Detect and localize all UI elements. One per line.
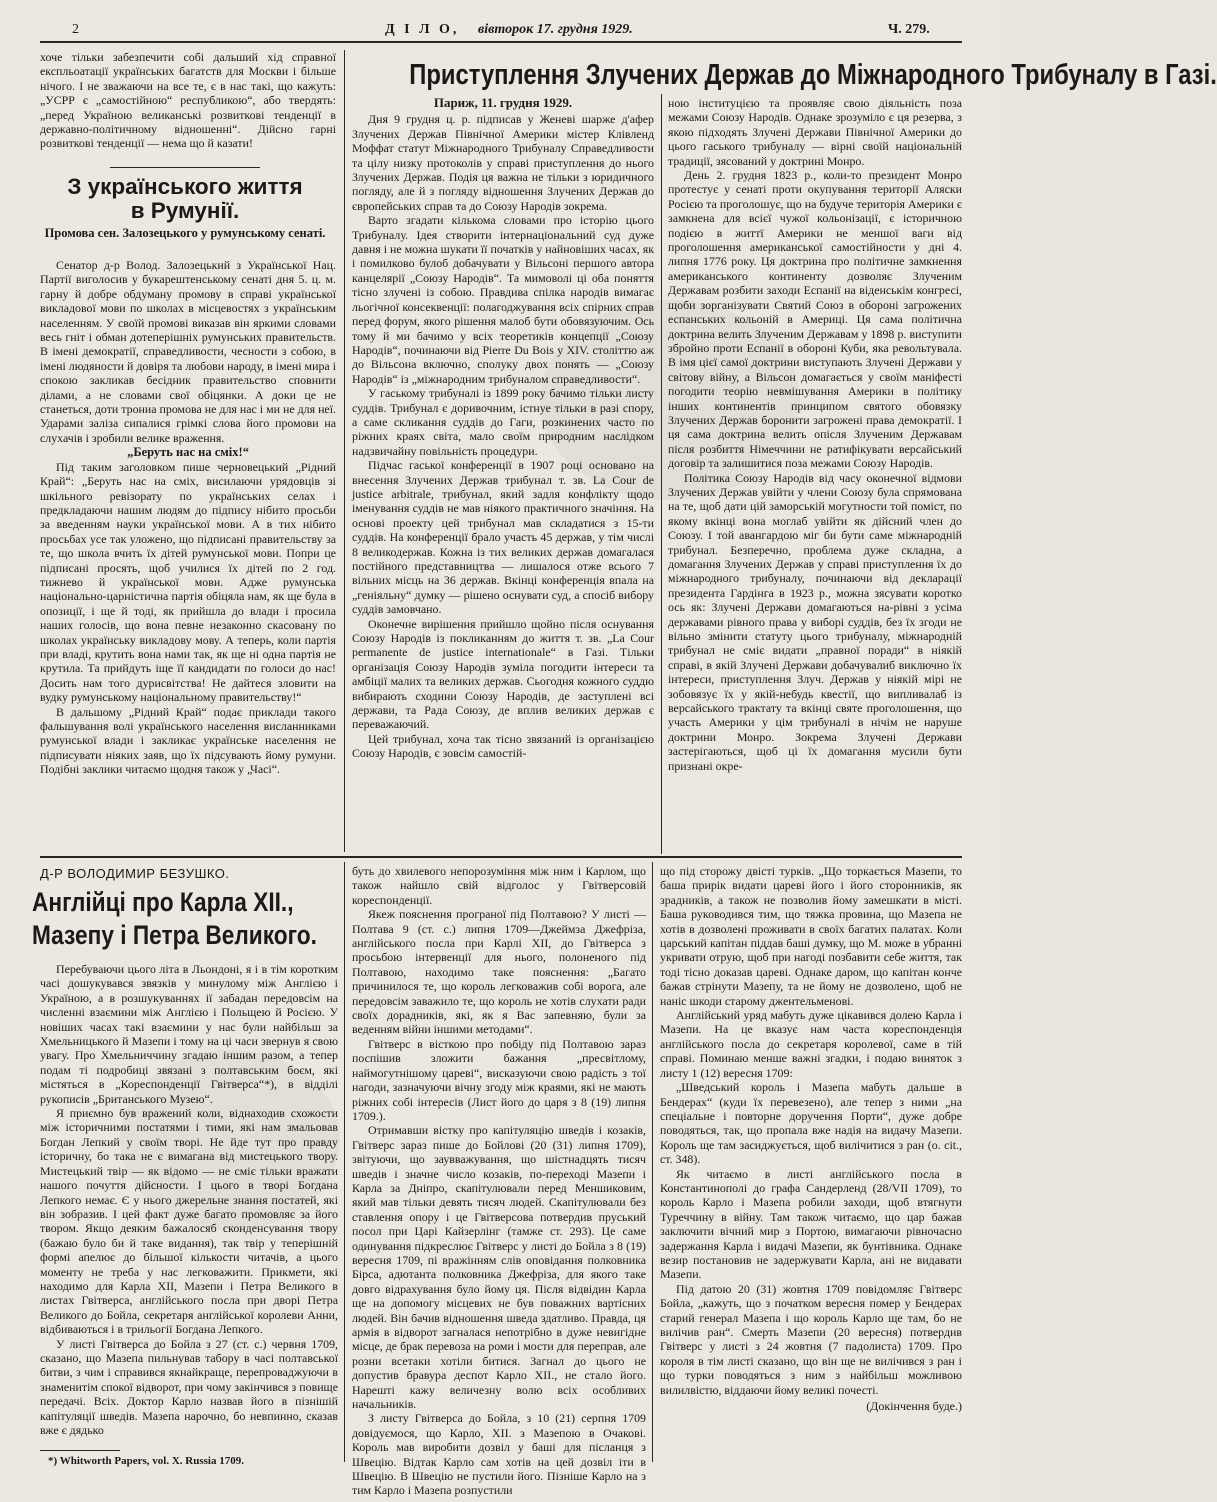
column-divider-2: [661, 94, 662, 854]
charles-headline: [32, 886, 317, 952]
hague-headline: Приступлення Злучених Держав до Міжнародного Трибуналу в Газі.: [409, 59, 1217, 91]
charles-paragraph: Якеж пояснення програної під Полтавою? У листі — Полтава 9 (ст. с.) липня 1709—Джеймза Джефріза, англійського посла при Карлі XII, до Гвітверса з просьбою інтервенції для нього, полоненого під Полтавою, находимо таке пояснення: „Багато причинилося те, що король легковажив собі ворога, але передовсім заважило те, що король не хотів слухати ради своїх дорадників, які, як я Вас запевняю, були за веденням війни іншими методами“.: [352, 907, 646, 1037]
charles-headline-line2: Мазепу і Петра Великого.: [32, 920, 317, 950]
hague-paragraph: Дня 9 грудня ц. р. підписав у Женеві шарже д'афер Злучених Держав Північної Америки містер Клівленд Моффат статут Міжнародного Трибуналу Справедливости та цілу низку протоколів у справі приступлення до нього Злучених Держав. Подія ця важна не тільки з юридичного погляду, але й з погляду відношення Злучених Держав до європейських справ та до Союзу Народів зокрема.: [352, 112, 654, 213]
hague-paragraph: Оконечне вирішення прийшло щойно після оснування Союзу Народів із покликанням до життя т. зв. „La Cour permanente de justice internationale“ в Газі. Тільки організація Союзу Народів зуміла погодити інтереси та амбіції малих та великих держав. Сьогодня кожного суддю вибирають сходини Союзу Народів, де заступлені всі держави, та Рада Союзу, де вплив великих держав є переважаючий.: [352, 616, 654, 732]
column-divider-4: [652, 862, 653, 1462]
romania-article-body: [40, 258, 336, 852]
romania-paragraph: Під таким заголовком пише черновецький „Рідний Край“: „Беруть нас на сміх, висилаючи урядовців зі шкільного ревізорату по українських селах і предкладаючи нашим людям до підпису нібито просьби за введенням науки української мови. А в тих нібито просьбах усе так уложено, що підписані правительству за те, що школа вчить їх дітей румунської мови. Попри це підписані просять, щоб училися їх дітей по 2 год. тижнево й української мови. Адже румунська національно-царністична партія обіцяла нам, як ще була в опозиції, і ще й тоді, як прийшла до влади і просила наших голосів, що вона певне незаконно скасовану по школах українську викладову мову. А теперь, коли партія при владі, крутить вона нами так, як ще ні одна партія не крутила. Та прийдуть іще її кандидати по голоси до нас! Досить нам того дурисвітства! Не дайтеся зловити на вудку румунському національному правительству!“: [40, 459, 336, 705]
hague-column-1: [352, 96, 654, 852]
charles-headline-line1: Англійці про Карла XII.,: [32, 887, 294, 917]
hague-paragraph: ною інституцією та проявляє свою діяльність поза межами Союзу Народів. Однаке зрозуміло є ця резерва, з якою підходять Злучені Держави Північної Америки до цього гаського трибуналу — вірні своїй національній традиції, зясований у доктрині Монро.: [668, 96, 962, 168]
continued-article-text: [40, 50, 336, 165]
charles-column-2: [352, 864, 646, 1498]
short-divider: [110, 167, 260, 168]
romania-subheadline: Промова сен. Залозецького у румунському сенаті.: [44, 226, 326, 240]
romania-subhead: „Беруть нас на сміх!“: [127, 445, 249, 460]
hague-paragraph: У гаському трибуналі із 1899 року бачимо тільки листу суддів. Трибунал є доривочним, істнуе тільки в разі спору, а саме скликання суддів до Гаги, розкинених часто по ріжних краях світа, мало своїм природним наслідком надзвичайну повільність процедури.: [352, 386, 654, 458]
header-rule: [40, 41, 962, 43]
section-rule: [40, 856, 962, 858]
romania-paragraph: В дальшому „Рідний Край“ подає приклади такого фальшування волі українського населення висланниками румунської влади і закликає українське населення не підписувати ніяких заяв, що їх підсувають йому румуни. Подібні заклики читаємо щодня також у „Часі“.: [40, 704, 336, 777]
article-author: Д-Р ВОЛОДИМИР БЕЗУШКО.: [40, 866, 230, 881]
charles-column-3: [660, 864, 962, 1464]
hague-paragraph: Підчас гаської конференції в 1907 році основано на внесення Злучених Держав трибунал т. зв. La Cour de justice arbitrale, трибунал, який задля конфлікту щодо іменування суддів не мав ніякого практичного значіння. На основі проекту цей трибунал мав складатися з 15-ти суддів. На конференції брало участь 45 держав, у тім числі 8 великодержав. Кожна із тих великих держав домагалася постійного представництва — лишалося отже всього 7 вільних місць на 36 держав. Вкінці конференція впала на „геніяльну“ думку — рішено оснувати суд, а спосіб вибору суддів замовчано.: [352, 458, 654, 617]
charles-paragraph: Під датою 20 (31) жовтня 1709 повідомляє Гвітверс Бойла, „кажуть, що з початком вересня помер у Бендерах старий генерал Мазепа і що король Карло ще там, бо не вилічив ран“. Смерть Мазепи (20 вересня) потвердив Гвітверс у листі з 24 жовтня (7 падолиста) 1709. Про короля в тім листі сказано, що він ще не вилічився з ран і що турки поводяться з ним з найбільш можливою вилилвістю, віддаючи йому великі почесті.: [660, 1281, 962, 1397]
hague-paragraph: Політика Союзу Народів від часу оконечної відмови Злучених Держав увійти у члени Союзу була спрямована на те, щоб дати цій заморській могутности той поміст, по якому вкінці вона моглаб увійти як дійсний член до Союзу. І той авангардою міг би бути саме міжнародній трибунал. Безперечно, проблема дуже складна, а домагання Злучених Держав у справі приступлення їх до міжнародного трибуналу, починаючи від декларації президента Гардінга в 1923 р., можна зясувати коротко ось як: Злучені Держави домагаються на-рівні з усіма державами рівного права у виборі суддів, без їх згоди не вільно змінити статуту цього трибуналу, міжнародній трибунал не сміє видати „правної поради“ в ніякій справі, в якій Злучені Держави добачувалиб виключно їх інтереси, приступлення Злуч. Держав у ніякій мірі не зобовязує їх у якій-небудь квестії, що випливалаб із версайського трактату та вкінці святе проголошення, що участь Америки у цім трибуналі в нічім не наруше доктрини Монро. Зокрема Злучені Держави застерігаються, щоб ці їх домагання мусили бути признані окре-: [668, 470, 962, 773]
charles-paragraph: Англійський уряд мабуть дуже цікавився долею Карла і Мазепи. На це вказує нам часта кореспонденція англійського посла до секретаря королевої, саме в тій справі. Поминаю менше важні згадки, і подаю виняток з листу 1 (12) вересня 1709:: [660, 1008, 962, 1080]
hague-paragraph: Цей трибунал, хоча так тісно звязаний із організацією Союзу Народів, є зовсім самостій-: [352, 731, 654, 761]
charles-paragraph: буть до хвилевого непорозуміння між ним і Карлом, що також найшло свій відголос у Гвітверсовій кореспонденції.: [352, 864, 646, 907]
charles-paragraph: Перебуваючи цього літа в Льондоні, я і в тім коротким часі дошукувався звязків у минулому між Англією і Україною, а в розшукуваннях ії забадан передовсім на численні взаємини між Англією і Польщею й Росією. У новіших часах такі взаємини у нас були найбільш за Хмельницького й Мазепи і тому на ці часи звернув я свою увагу. Про Хмельниччину згадаю іншим разом, а тепер подам ті подробиці звязані з полтавським боєм, які містяться в „Кореспонденції Гвітверса“*), в відділі рукописів „Британського Музею“.: [40, 962, 338, 1106]
charles-paragraph: Гвітверс в вісткою про побіду під Полтавою зараз поспішив зложити бажання „пресвітлому, наймогутнішому цареві“, висказуючи свою радість з тої нагоди, зазначуючи вічну згоду між краями, які не мають ріжних собі інтересів (Лист його до царя з 8 (19) липня 1709.).: [352, 1036, 646, 1123]
charles-paragraph: У листі Гвітверса до Бойла з 27 (ст. с.) червня 1709, сказано, що Мазепа пильнував табору в часі полтавської битви, з чим і справився якнайкраще, перепроваджуючи в знаменитім спокої відворот, при чому закінчився з повище передачі. Всіх. Доктор Карло назвав його в пізнішій капітуляції шведів. Мазепа нарочно, бо невпинно, сказав вже є дядько: [40, 1336, 338, 1437]
masthead: Д І Л О,: [385, 22, 460, 37]
charles-paragraph: Як читаємо в листі англійського посла в Константинополі до графа Сандерленд (28/VII 1709), то король Карло і Мазепа робили заходи, щоб втягнути Туреччину в війну. Там також читаємо, що цар бажав заключити вічний мир з Портою, вимагаючи рівночасно задержання Карла і видачі Мазепи, як бунтівника. Однаке везир постановив не задержувати Карла, ані не видавати Мазепи.: [660, 1166, 962, 1282]
column-divider-1: [344, 50, 345, 852]
romania-paragraph: Сенатор д-р Волод. Залозецький з Української Нац. Партії виголосив у букарештенському сенаті дня 5. ц. м. гарну й добре обдуману промову в справі української викладової мови по школах в місцевостях з українським населенням. У своїй промові виказав він яркими словами весь гніт і обман дотеперішніх румунських правительств. В імені демократії, справедливости, чесности з собою, в імені людяности й довіря та любови народу, в імені мира і спокою закликав бесідник правительство сповнити ділами, а не словами свої обіцянки. А доки це не станеться, доти трониа промова не для нас і ми не для неї. Ударами заліза сипалися грімкі слова його промови на слухачів і зробили велике враження.: [40, 258, 336, 445]
column-divider-3: [344, 862, 345, 1462]
charles-paragraph: З листу Гвітверса до Бойла, з 10 (21) серпня 1709 довідуємося, що Карло, XII. з Мазепою в Очакові. Король мав виробити дозвіл у баші для післанця з Швецію. Відтак Карло сам хотів на цей дозвіл іти в Швецію. В Швецію не пустили його. Пізніше Карло на з тим Карло і Мазепа розпустили: [352, 1411, 646, 1498]
romania-headline-line1: З українського життя: [67, 174, 303, 199]
footnote: *) Whitworth Papers, vol. X. Russia 1709.: [48, 1455, 244, 1467]
charles-paragraph: „Шведський король і Мазепа мабуть дальше в Бендерах“ (куди їх перевезено), але тепер з ними „на спеціальне і повторне доручення Порти“, дуже добре поводяться, так, що пропала вже надія на видачу Мазепи. Король ще там засиджується, щоб вилічитися з ран (о. cit., ст. 348).: [660, 1080, 962, 1167]
footnote-rule: [40, 1450, 120, 1451]
issue-number: Ч. 279.: [888, 22, 930, 37]
charles-paragraph: що під сторожу двісті турків. „Що торкається Мазепи, то баша прирік видати цареві його і його сторонників, як зрадників, а також не позволив йому замешкати в місті. Баша руководився тим, що тяжка провина, що Мазепа не хотів в дозволені проживати в своїх багатих палатах. Коли царський капітан піддав баші думку, що М. може в убранні укривати отрую, щоб при нагоді позбавити себе життя, так тоді тісно доказав цареві. Однаке даром, що капітан конче бажав стрінути Мазепу, та не йому не дозволено, щоб не наніс шкоди старому джентельменові.: [660, 864, 962, 1008]
romania-headline: [40, 175, 330, 223]
to-be-continued: (Докінчення буде.): [866, 1399, 962, 1414]
continued-paragraph: хоче тільки забезпечити собі дальший хід справної експльоатації українських багатств для Москви і більше нічого. І не зважаючи на все те, є в нас такі, що кажуть: „УСРР є „самостійною“ республикою“, або твердять: „перед Україною великанські розвиткові тенденції в державно-політичному відношенні“. Дійсно гарні розвиткові тенденції — нема що й казати!: [40, 50, 336, 151]
hague-paragraph: День 2. грудня 1823 р., коли-то президент Монро протестує у сенаті проти окупування території Аляски Росією та проголошує, що на будуче територія Америки є замкнена для всієї чужої кольонізації, є історичною подією в життї Америки не меншої ваги від проголошення американської самостійности у дні 4. липня 1776 року. Ця доктрина про політичне замкнення американського континенту дозволяє Злученим Державам розбити заходи Еспанії на віденськім конгресі, щоби зорганізувати Святий Союз в обороні загрожених еспанських кольоній в Америці. Ця сама політична доктрина велить Злученим Державам у 1898 р. виступити збройно проти Еспанії в обороні Куби, яка револьтувала. В імя цієї самої доктрини виступають Злучені Держави у світову війну, а Вільсон домагається у своїм маніфесті погодити теорію невмішування Америки в політику інших континентів принципом святого обовязку Злучених Держав боронити загрожені права демократії. І ця сама доктрина велить опісля Злученим Державам після розбиття Німеччини не ратифікувати версайський договір та залишитися поза межами Союзу Народів.: [668, 168, 962, 471]
charles-column-1: [40, 962, 338, 1450]
page-number: 2: [72, 22, 79, 37]
charles-paragraph: Отримавши вістку про капітуляцію шведів і козаків, Гвітверс зараз пише до Бойлові (20 (31) липня 1709), звітуючи, що заувважування, що шістнадцять тисяч шведів і значне число козаків, по-переході Мазепи і Карла за Дніпро, скапітулювали перед Меншиковим, який мав тільки девять тисяч людей. Скапітулювали без ставлення опору і це Гвітверсова потвердив пруський посол при Царі Кайзерлінг (тамже ст. 293). Це саме одинування підкреслює Гвітверс у листі до Бойла з 8 (19) вересня 1709, пі вражінням слів оповідання полковника Бірса, адютанта полковника Джефріза, для якого таке довго відрахування було йому ця. Після відвідин Карла ще на допомогу місцевих не був поважних вартісних людей. Він бачив відношення шведа здатливо. Правда, ця армія в відворот загналася непотрібно в дуже невигідне місце, де брак перевоза на роми і мости для переправ, але розни всетаки хотіли битися. Загнал до цього не допустив бравура деспот Карло XII., не стало його. Нарешті кажу величезну волю всіх особливих начальників.: [352, 1123, 646, 1412]
issue-date: вівторок 17. грудня 1929.: [478, 22, 633, 37]
charles-paragraph: Я приємно був вражений коли, віднаходив схожости між історичними постатями і тими, які нам змальовав Богдан Лепкий у своїм творі. Не йде тут про правду історичну, бо така не є вимагана від мистецького твору. Мистецький твір — як відомо — не сміє тільки вражати нашого почуття дійсности. І цього в творі Богдана Лепкого немає. Є у нього джерельне знання постатей, які він зобразив. І цей факт дуже багато промовляє за його твором. Якщо деяким бажалосяб сконденсування твору (бажаю було би й таке видання), так твір у теперішній формі апелює до більшої кількости читачів, а цього моменту не треба у нас легковажити. Прикмети, які находимо для Карла XII, Мазепи і Петра Великого в листах Гвітверса, англійського посла при дворі Петра Великого до Бойла, секретаря англійської королеви Анни, відбиваються і в трильогії Богдана Лепкого.: [40, 1106, 338, 1337]
hague-paragraph: Варто згадати кількома словами про історію цього Трибуналу. Ідея створити інтернаціональний суд дуже давня і не можна шукати її початків у найновіших часах, як і помилково булоб добачувати у Вільсоні першого автора канцелярії „Союзу Народів“. Та мимоволі ці оба поняття тісно злучені із собою. Правдива спілка народів вимагає льогічної консеквенції: полагоджування всіх спірних справ перед форум, якого рішення малоб бути обовязуючим. Ось тому й ми бачимо у всіх теоретиків концепції „Союзу Народів“, починаючи від Pierre Du Bois у XIV. століттю аж до Вільсона включно, сполуку двох понять — „Союзу Народів“ із „міжнародним трибуналом справедливости“.: [352, 213, 654, 386]
romania-headline-line2: в Румунії.: [130, 198, 240, 223]
hague-column-2: [668, 96, 962, 852]
hague-dateline: Париж, 11. грудня 1929.: [433, 95, 573, 110]
